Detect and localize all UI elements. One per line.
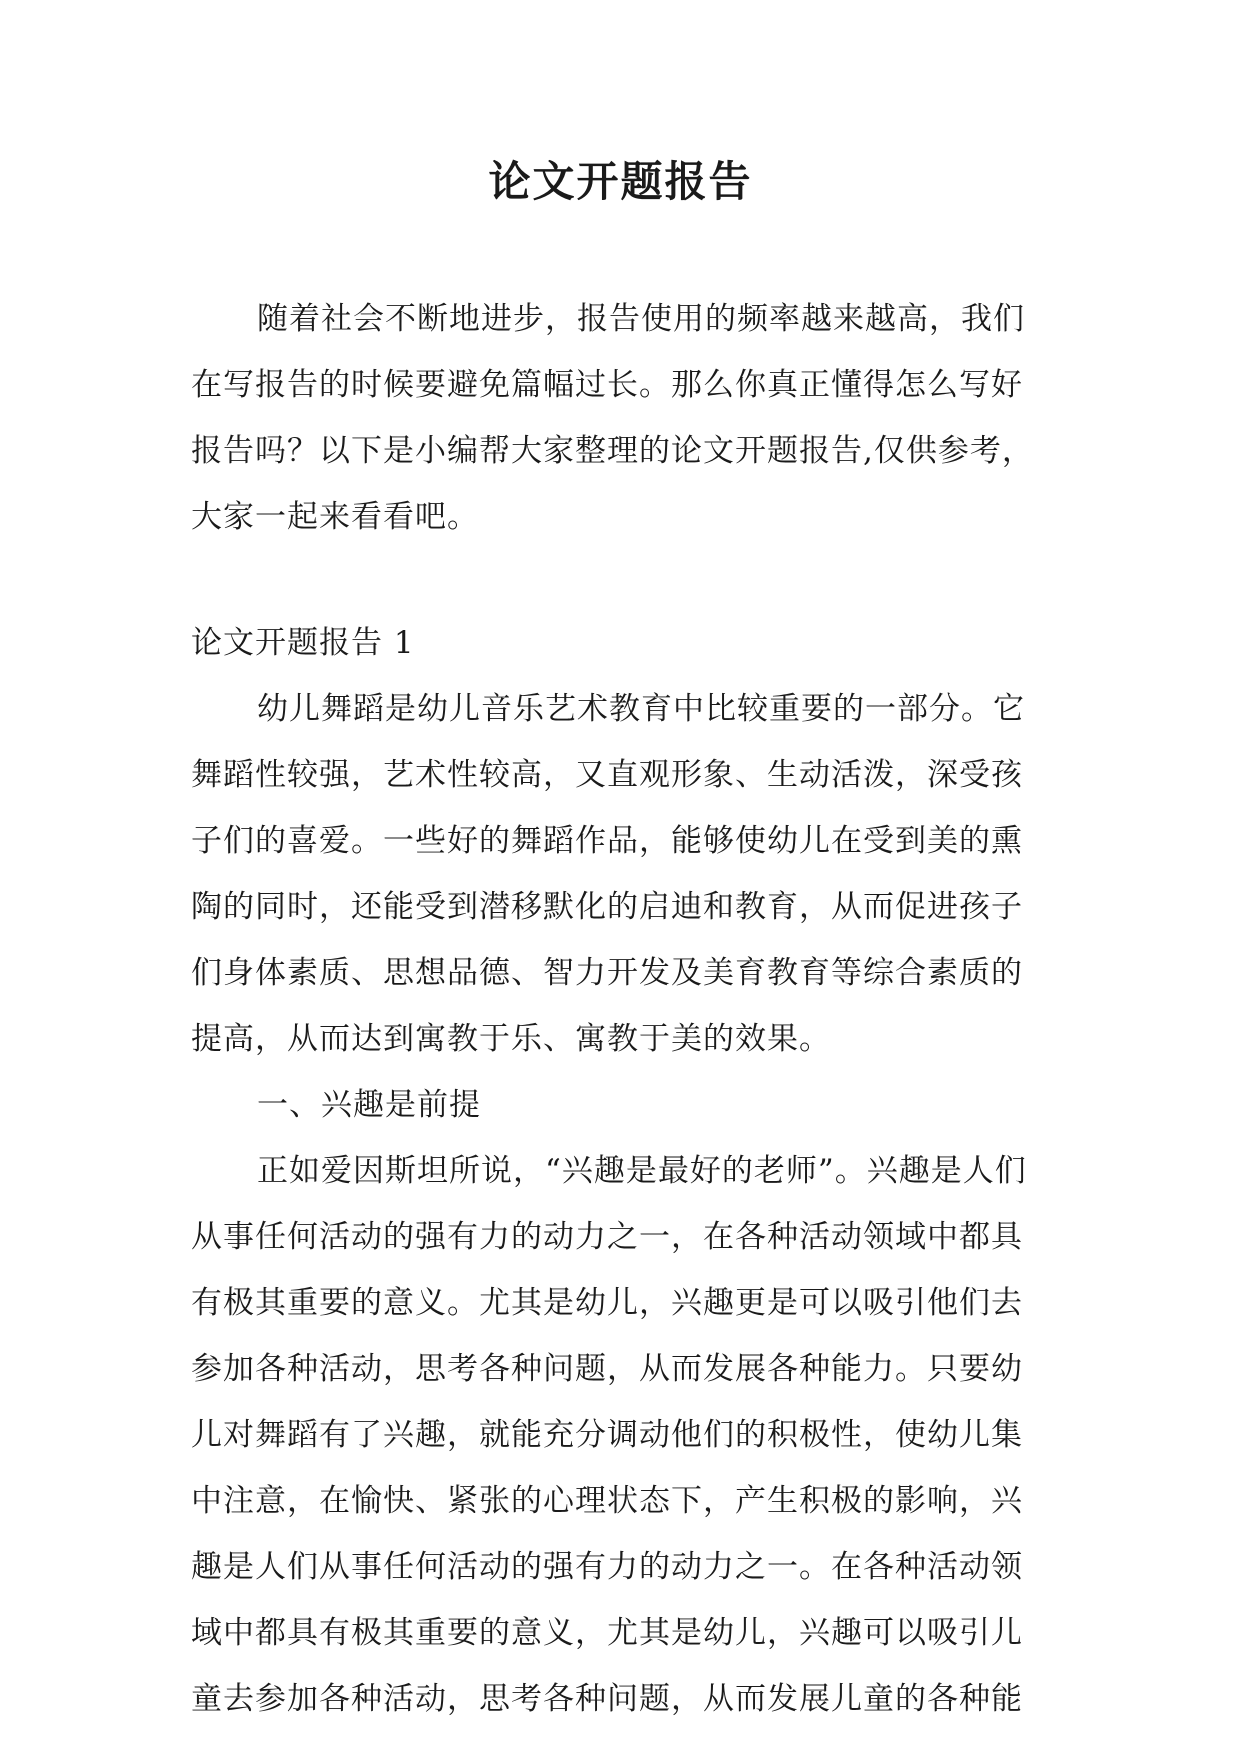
paragraph-1 xyxy=(191,676,1051,1072)
text-line: 参加各种活动，思考各种问题，从而发展各种能力。只要幼 xyxy=(191,1351,1023,1387)
text-line: 幼儿舞蹈是幼儿音乐艺术教育中比较重要的一部分。它 xyxy=(257,691,1025,727)
subheading: 一、兴趣是前提 xyxy=(257,1087,481,1123)
text-line: 中注意，在愉快、紧张的心理状态下，产生积极的影响，兴 xyxy=(191,1483,1023,1519)
text-line: 大家一起来看看吧。 xyxy=(191,499,479,535)
text-line: 陶的同时，还能受到潜移默化的启迪和教育，从而促进孩子 xyxy=(191,889,1023,925)
text-line: 舞蹈性较强，艺术性较高，又直观形象、生动活泼，深受孩 xyxy=(191,757,1023,793)
intro-paragraph xyxy=(191,286,1051,550)
text-line: 童去参加各种活动，思考各种问题，从而发展儿童的各种能 xyxy=(191,1681,1023,1717)
text-line: 报告吗？以下是小编帮大家整理的论文开题报告,仅供参考， xyxy=(191,433,1034,469)
text-line: 提高，从而达到寓教于乐、寓教于美的效果。 xyxy=(191,1021,831,1057)
text-line: 随着社会不断地进步，报告使用的频率越来越高，我们 xyxy=(257,301,1025,337)
text-line: 子们的喜爱。一些好的舞蹈作品，能够使幼儿在受到美的熏 xyxy=(191,823,1023,859)
text-line: 正如爱因斯坦所说，“兴趣是最好的老师”。兴趣是人们 xyxy=(257,1153,1027,1189)
text-line: 趣是人们从事任何活动的强有力的动力之一。在各种活动领 xyxy=(191,1549,1023,1585)
text-line: 从事任何活动的强有力的动力之一，在各种活动领域中都具 xyxy=(191,1219,1023,1255)
text-line: 在写报告的时候要避免篇幅过长。那么你真正懂得怎么写好 xyxy=(191,367,1023,403)
document-body xyxy=(191,286,1051,1732)
paragraph-2 xyxy=(191,1138,1051,1732)
document-title: 论文开题报告 xyxy=(488,157,753,206)
text-line: 儿对舞蹈有了兴趣，就能充分调动他们的积极性，使幼儿集 xyxy=(191,1417,1023,1453)
text-line: 们身体素质、思想品德、智力开发及美育教育等综合素质的 xyxy=(191,955,1023,991)
section-title: 论文开题报告 1 xyxy=(191,625,415,661)
text-line: 域中都具有极其重要的意义，尤其是幼儿，兴趣可以吸引儿 xyxy=(191,1615,1023,1651)
text-line: 有极其重要的意义。尤其是幼儿，兴趣更是可以吸引他们去 xyxy=(191,1285,1023,1321)
